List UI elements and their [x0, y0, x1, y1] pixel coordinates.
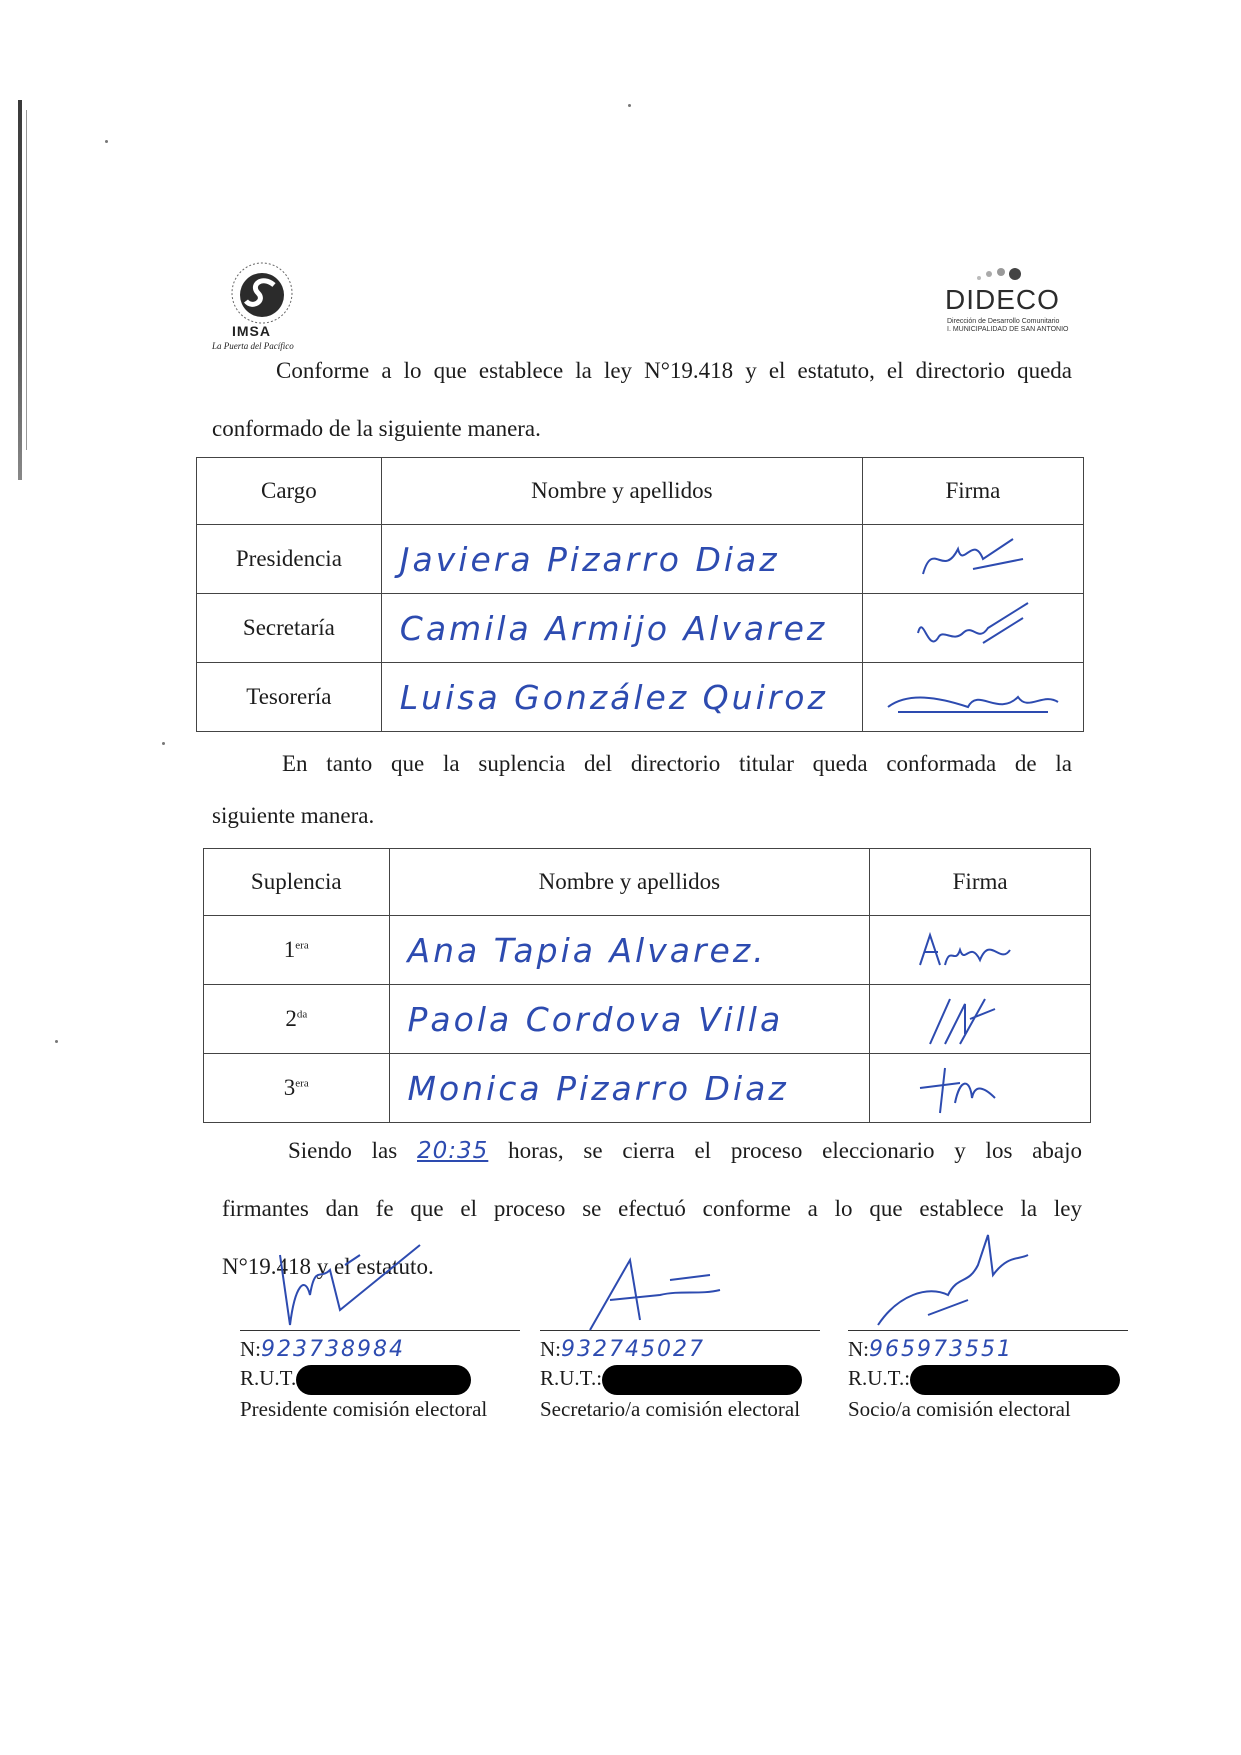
nombre-cell: Paola Cordova Villa	[389, 985, 870, 1054]
number-line	[240, 1335, 520, 1364]
table-row	[197, 525, 1084, 594]
redaction-mark	[602, 1365, 802, 1395]
signer-role: Secretario/a comisión electoral	[540, 1397, 801, 1422]
intro-paragraph	[212, 342, 1072, 458]
nombre-cell: Javiera Pizarro Diaz	[381, 525, 862, 594]
scan-speck	[55, 1040, 58, 1043]
closing-line-1	[222, 1122, 1082, 1180]
firma-signature	[862, 525, 1083, 594]
redaction-mark	[296, 1365, 471, 1395]
table-header-row	[197, 458, 1084, 525]
table-row	[197, 663, 1084, 732]
intro-line-2: conformado de la siguiente manera.	[212, 416, 541, 441]
directorio-table	[196, 457, 1084, 732]
signer-presidente	[240, 1330, 520, 1423]
firma-signature	[870, 916, 1091, 985]
firma-signature	[870, 985, 1091, 1054]
scan-speck	[162, 742, 165, 745]
nombre-cell: Camila Armijo Alvarez	[381, 594, 862, 663]
rut-label: R.U.T.	[240, 1366, 297, 1390]
suplencia-line-2: siguiente manera.	[212, 803, 375, 828]
header-firma: Firma	[870, 849, 1091, 916]
cargo-cell: Secretaría	[197, 594, 382, 663]
signer-socio	[848, 1330, 1128, 1423]
rut-label: R.U.T.:	[848, 1366, 911, 1390]
table-row	[204, 916, 1091, 985]
header-suplencia: Suplencia	[204, 849, 390, 916]
rut-line	[540, 1364, 820, 1395]
cargo-cell: Presidencia	[197, 525, 382, 594]
scan-speck	[105, 140, 108, 143]
ordinal-suffix: da	[296, 1008, 308, 1021]
imsa-emblem-icon	[222, 255, 302, 325]
nombre-cell: Ana Tapia Alvarez.	[389, 916, 870, 985]
dideco-subtitle: Dirección de Desarrollo Comunitario I. MUNICIPALIDAD DE SAN ANTONIO	[947, 318, 1069, 333]
suplencia-number	[204, 985, 390, 1054]
ordinal-number: 3	[283, 1075, 296, 1100]
signature-presidente	[260, 1235, 460, 1335]
header-nombre: Nombre y apellidos	[389, 849, 870, 916]
n-label: N:	[540, 1337, 561, 1361]
phone-number: 965973551	[869, 1337, 1013, 1362]
closing-pre-time: Siendo las	[288, 1138, 417, 1163]
table-header-row	[204, 849, 1091, 916]
ordinal-suffix: era	[295, 1077, 309, 1090]
n-label: N:	[848, 1337, 869, 1361]
cargo-cell: Tesorería	[197, 663, 382, 732]
ordinal-number: 2	[285, 1006, 297, 1031]
signer-role: Socio/a comisión electoral	[848, 1397, 1071, 1422]
closing-time: 20:35	[417, 1138, 489, 1164]
scan-speck	[628, 104, 631, 107]
suplencia-number	[204, 1054, 390, 1123]
nombre-cell: Monica Pizarro Diaz	[389, 1054, 870, 1123]
firma-signature	[870, 1054, 1091, 1123]
table-row	[197, 594, 1084, 663]
phone-number: 923738984	[261, 1337, 405, 1362]
imsa-name: IMSA	[232, 323, 271, 339]
table-row	[204, 1054, 1091, 1123]
rut-line	[240, 1364, 520, 1395]
suplencia-table	[203, 848, 1091, 1123]
n-label: N:	[240, 1337, 261, 1361]
signature-socio	[868, 1225, 1068, 1335]
ordinal-number: 1	[283, 937, 296, 962]
rut-line	[848, 1364, 1128, 1395]
header-firma: Firma	[862, 458, 1083, 525]
imsa-logo	[212, 255, 317, 355]
redaction-mark	[910, 1365, 1120, 1395]
scan-edge-line	[26, 110, 27, 450]
header-nombre: Nombre y apellidos	[381, 458, 862, 525]
suplencia-line-1: En tanto que la suplencia del directorio titular queda conformada de la	[282, 751, 1072, 776]
signer-role: Presidente comisión electoral	[240, 1397, 488, 1422]
scan-edge	[18, 100, 22, 480]
signer-secretario	[540, 1330, 820, 1423]
suplencia-paragraph	[212, 735, 1072, 845]
closing-line-2: firmantes dan fe que el proceso se efectuó conforme a lo que establece la ley	[222, 1196, 1082, 1221]
header-cargo: Cargo	[197, 458, 382, 525]
dideco-name: DIDECO	[945, 284, 1060, 315]
dideco-logo	[945, 262, 1069, 334]
firma-signature	[862, 594, 1083, 663]
signature-secretario	[570, 1250, 770, 1350]
ordinal-suffix: era	[295, 939, 309, 952]
suplencia-number	[204, 916, 390, 985]
phone-number: 932745027	[561, 1337, 705, 1362]
imsa-motto: La Puerta del Pacífico	[212, 341, 294, 351]
closing-line-3: N°19.418 y el estatuto.	[222, 1254, 434, 1279]
dots-icon	[973, 262, 1033, 284]
intro-line-1: Conforme a lo que establece la ley N°19.418 y el estatuto, el directorio queda	[276, 358, 1072, 383]
rut-label: R.U.T.:	[540, 1366, 603, 1390]
closing-post-time: horas, se cierra el proceso eleccionario y los abajo	[488, 1138, 1082, 1163]
nombre-cell: Luisa González Quiroz	[381, 663, 862, 732]
firma-signature	[862, 663, 1083, 732]
number-line	[848, 1335, 1128, 1364]
table-row	[204, 985, 1091, 1054]
